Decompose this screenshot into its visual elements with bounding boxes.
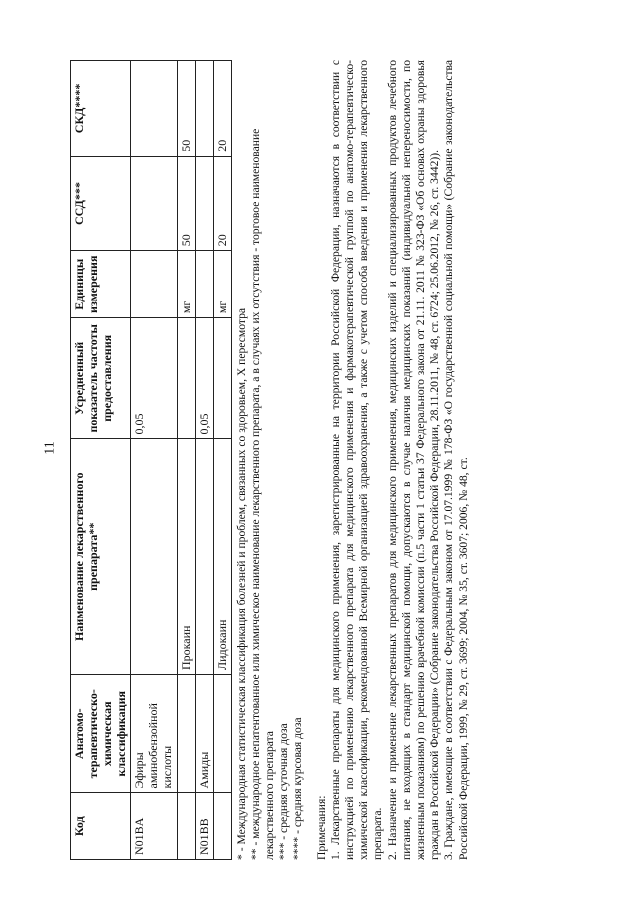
- rotated-content: [70, 60, 590, 860]
- cell-ssd: [130, 156, 177, 251]
- cell-atc: [177, 675, 195, 793]
- cell-skd: 50: [177, 61, 195, 157]
- footnote: * - Международная статистическая классификация болезней и проблем, связанных со здоровьем, X пересмотра: [234, 307, 248, 860]
- cell-ssd: 20: [213, 156, 231, 251]
- cell-frequency: [213, 318, 231, 439]
- cell-atc: Эфиры аминобензойной кислоты: [130, 675, 177, 793]
- footnote: *** - средняя суточная доза: [276, 723, 290, 860]
- cell-units: [130, 251, 177, 318]
- cell-atc: Амиды: [195, 675, 213, 793]
- header-skd: СКД****: [71, 61, 131, 157]
- header-drug-name: Наименование лекарственного препарата**: [71, 439, 131, 675]
- cell-frequency: 0,05: [195, 318, 213, 439]
- note-item: 2. Назначение и применение лекарственных препаратов для медицинского применения, медицинских изделий и специализированных продуктов лечебного питания, не входящих в стандарт медицинской помощи, допускаются в случае наличия медицинских показаний (индивидуальной непереносимости, по жизненным показаниям) по решению врачебной комиссии (п.5 части 1 статьи 37 Федерального закона от 21.11. 2011 № 323-ФЗ «Об основах охраны здоровья граждан в Российской Федерации» (Собрание законодательства Российской Федерации, 28.11.2011, № 48, ст. 6724; 25.06.2012, № 26, ст. 3442)).: [385, 60, 442, 860]
- table-row: [213, 61, 231, 860]
- cell-code: [177, 793, 195, 860]
- table-row: [195, 61, 213, 860]
- cell-drug: Прокаин: [177, 439, 195, 675]
- cell-skd: [130, 61, 177, 157]
- footnote: ** - международное непатентованное или химическое наименование лекарственного препарата, а в случаях их отсутствия - торговое наименование лекарственного препарата: [248, 128, 276, 860]
- cell-units: [195, 251, 213, 318]
- page-number: 11: [42, 441, 58, 455]
- header-atc-classification: Анатомо-терапевтическо-химическая классификация: [71, 675, 131, 793]
- cell-ssd: 50: [177, 156, 195, 251]
- cell-units: мг: [177, 251, 195, 318]
- cell-code: N01BA: [130, 793, 177, 860]
- cell-units: мг: [213, 251, 231, 318]
- cell-code: N01BB: [195, 793, 213, 860]
- cell-drug: Лидокаин: [213, 439, 231, 675]
- cell-skd: 20: [213, 61, 231, 157]
- header-ssd: ССД***: [71, 156, 131, 251]
- cell-frequency: [177, 318, 195, 439]
- cell-skd: [195, 61, 213, 157]
- note-item: 1. Лекарственные препараты для медицинского применения, зарегистрированные на территории Российской Федерации, назначаются в соответствии с инструкцией по применению лекарственного препарата для медицинского применения и фармакотерапевтической группой по анатомо-терапевтическо-химической классификации, рекомендованной Всемирной организацией здравоохранения, а также с учетом способа введения и применения лекарственного препарата.: [328, 60, 385, 860]
- cell-code: [213, 793, 231, 860]
- notes-heading: Примечания:: [314, 795, 328, 860]
- notes-section: [315, 60, 471, 860]
- footnotes: [235, 60, 305, 860]
- header-units: Единицы измерения: [71, 251, 131, 318]
- header-frequency: Усредненный показатель частоты предоставления: [71, 318, 131, 439]
- note-item: 3. Граждане, имеющие в соответствии с Федеральным законом от 17.07.1999 № 178-ФЗ «О государственной социальной помощи» (Собрание законодательства Российской Федерации, 1999, № 29, ст. 3699; 2004, № 35, ст. 3607; 2006, № 48, ст.: [442, 60, 470, 860]
- cell-frequency: 0,05: [130, 318, 177, 439]
- drug-table: [70, 60, 232, 860]
- cell-drug: [130, 439, 177, 675]
- table-row: [130, 61, 177, 860]
- table-row: [177, 61, 195, 860]
- table-header-row: [71, 61, 131, 860]
- cell-drug: [195, 439, 213, 675]
- cell-atc: [213, 675, 231, 793]
- header-code: Код: [71, 793, 131, 860]
- footnote: **** - средняя курсовая доза: [290, 717, 304, 860]
- cell-ssd: [195, 156, 213, 251]
